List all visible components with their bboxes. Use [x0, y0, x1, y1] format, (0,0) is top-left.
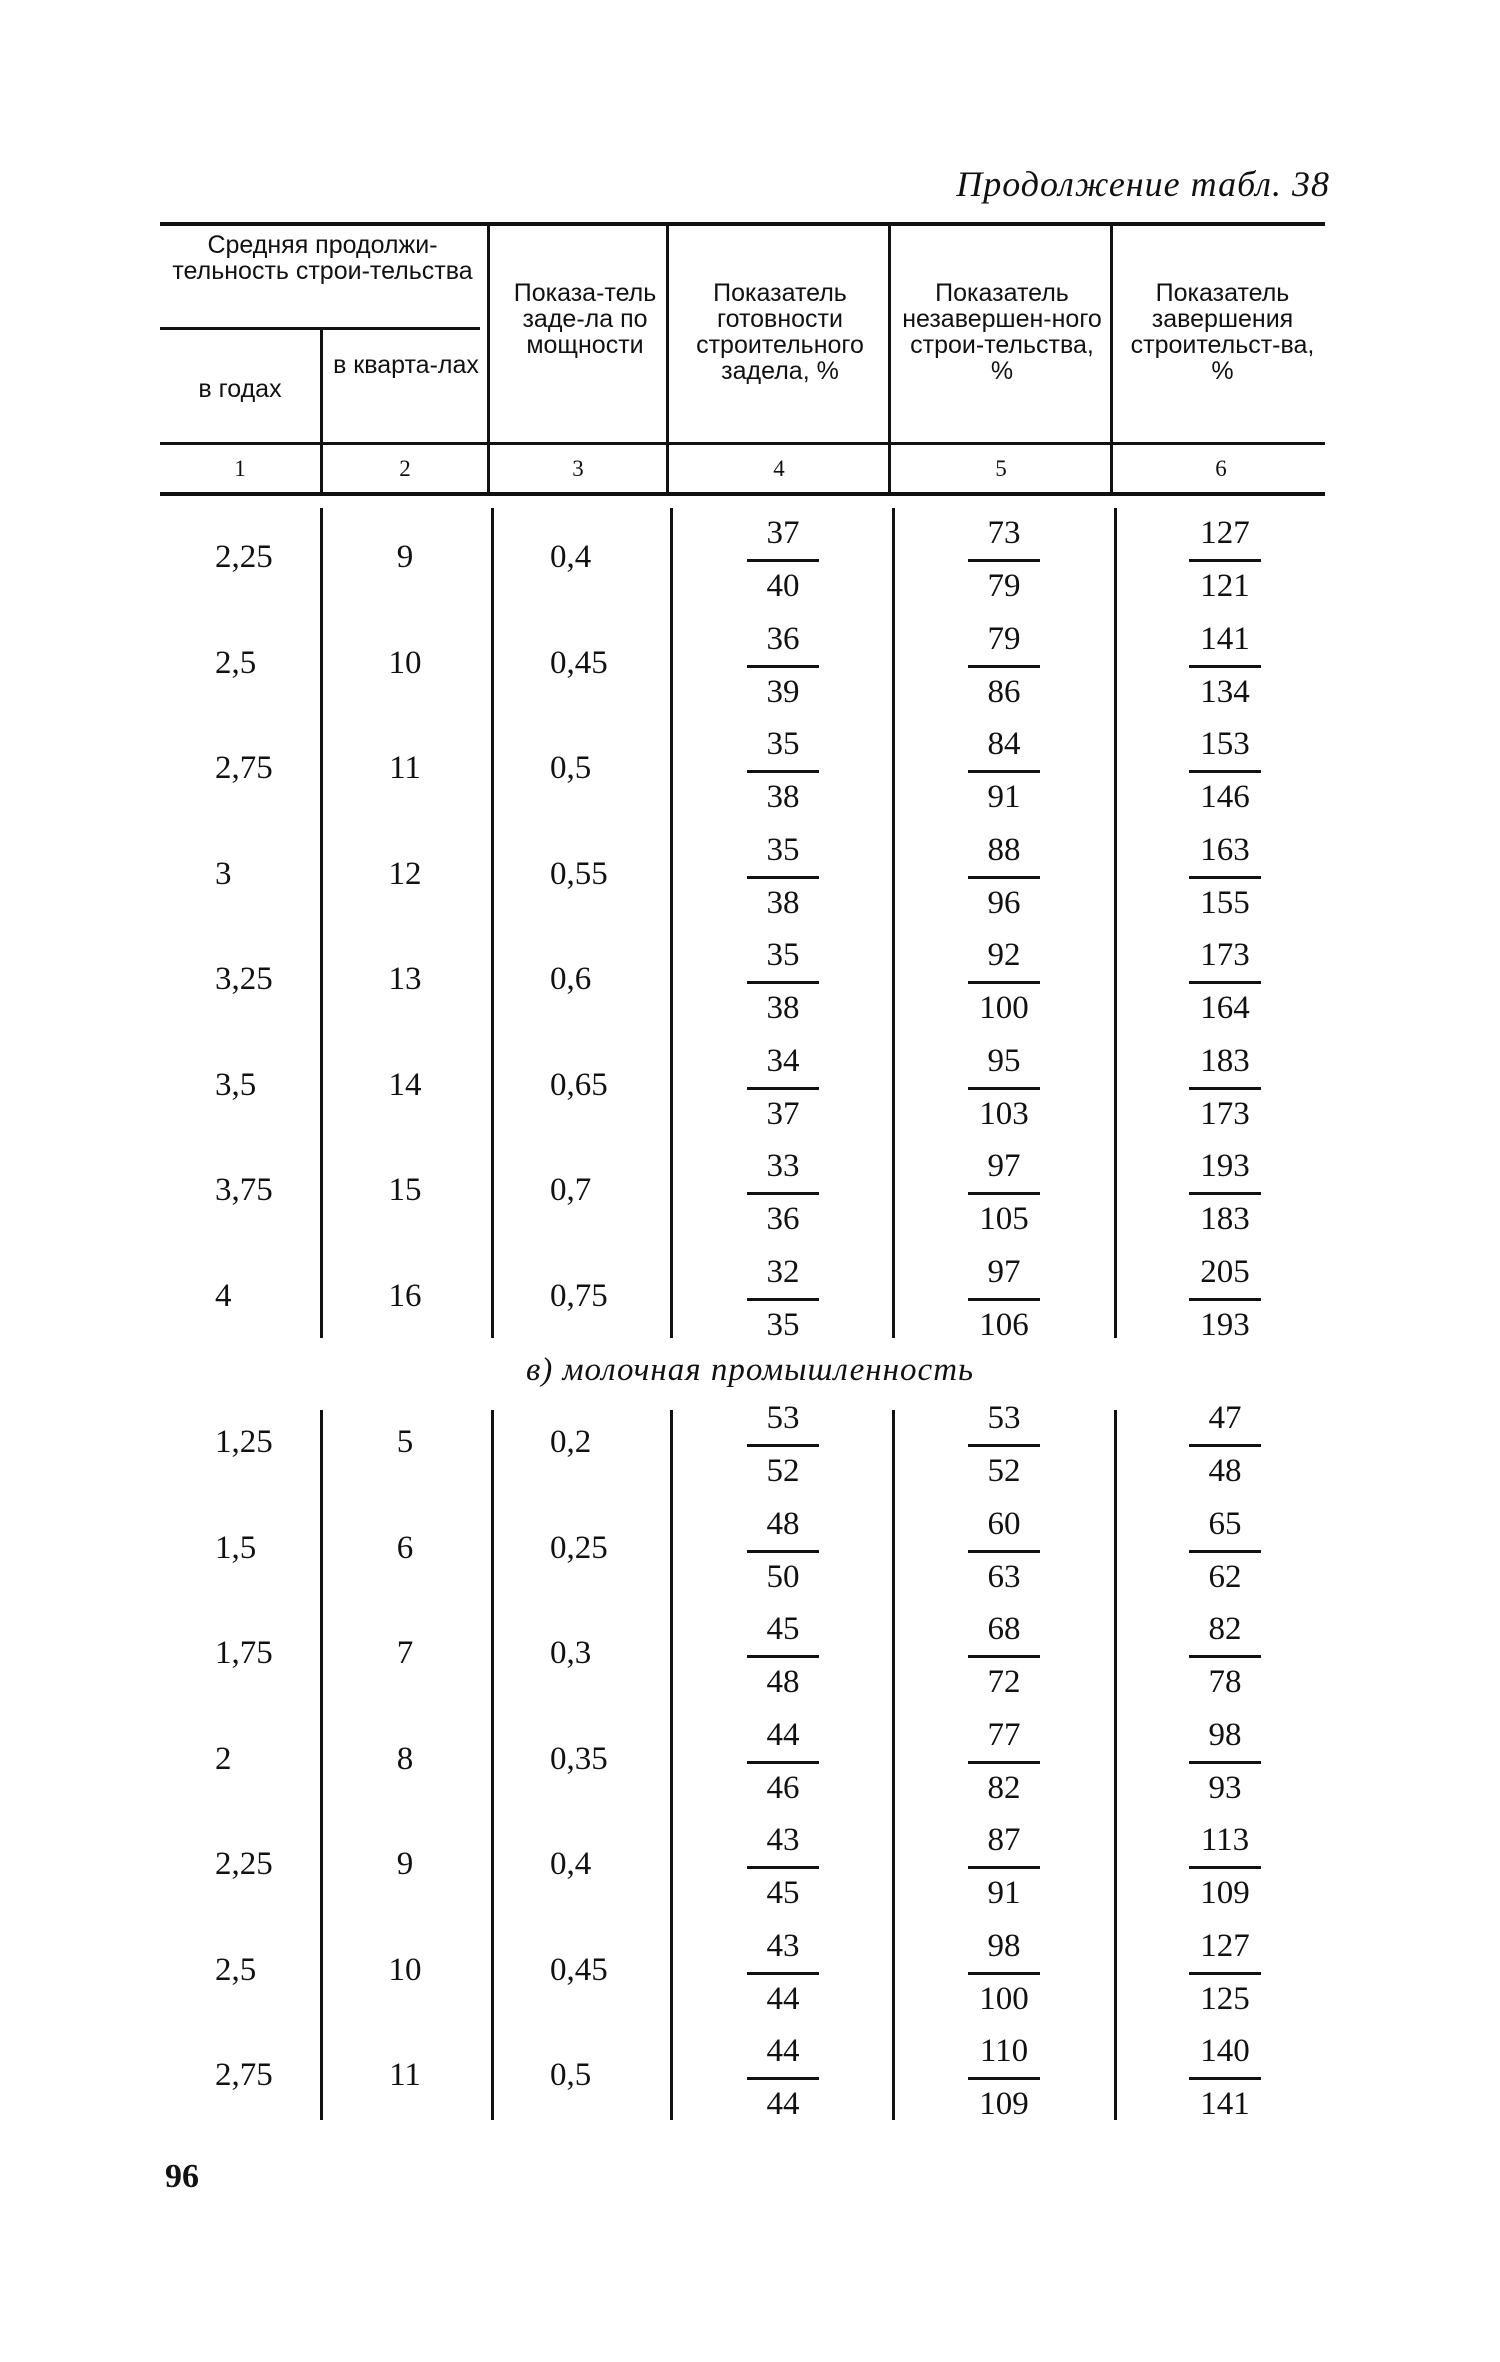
- cell-readiness-bar: [747, 1761, 819, 1764]
- cell-unfinished: [964, 1820, 1044, 1913]
- cell-completion-denominator: 146: [1200, 779, 1250, 815]
- cell-unfinished-numerator: 95: [987, 1042, 1021, 1079]
- cell-readiness-bar: [747, 1298, 819, 1301]
- cell-completion-numerator: 205: [1200, 1253, 1250, 1290]
- cell-readiness: [743, 1609, 823, 1702]
- cell-capacity: 0,7: [550, 1172, 592, 1208]
- cell-unfinished-bar: [968, 1866, 1040, 1869]
- cell-completion-numerator: 47: [1208, 1400, 1242, 1436]
- cell-readiness-bar: [747, 770, 819, 773]
- cell-completion-numerator: 65: [1208, 1505, 1242, 1542]
- cell-readiness-bar: [747, 1550, 819, 1553]
- cell-readiness-denominator: 50: [766, 1558, 800, 1595]
- cell-completion-numerator: 163: [1200, 831, 1250, 868]
- cell-unfinished-numerator: 77: [987, 1716, 1021, 1753]
- cell-completion: [1185, 1504, 1265, 1597]
- cell-readiness-denominator: 46: [766, 1769, 800, 1806]
- page-number: 96: [165, 2158, 199, 2195]
- cell-capacity: 0,65: [550, 1066, 608, 1103]
- cell-completion-bar: [1189, 1655, 1261, 1658]
- cell-capacity: 0,4: [550, 1846, 592, 1882]
- col-number-3: 3: [572, 456, 584, 481]
- cell-readiness: [743, 1504, 823, 1597]
- header-col5: Показатель незавершен-ного строи-тельства, %: [902, 279, 1102, 385]
- cell-completion-denominator: 183: [1200, 1201, 1250, 1237]
- cell-completion-denominator: 78: [1208, 1664, 1242, 1700]
- cell-readiness-numerator: 43: [766, 1927, 800, 1964]
- body-vline-4b: [892, 1410, 895, 2120]
- col-number-6: 6: [1215, 456, 1227, 481]
- cell-capacity: 0,75: [550, 1277, 608, 1314]
- cell-unfinished-denominator: 96: [987, 884, 1021, 921]
- cell-readiness-numerator: 43: [766, 1822, 800, 1858]
- cell-unfinished-bar: [968, 770, 1040, 773]
- cell-completion-denominator: 93: [1208, 1769, 1242, 1806]
- cell-unfinished: [964, 1504, 1044, 1597]
- cell-quarters: 8: [396, 1740, 414, 1777]
- cell-readiness-denominator: 40: [766, 568, 800, 604]
- cell-completion-bar: [1189, 1444, 1261, 1447]
- cell-capacity: 0,25: [550, 1529, 608, 1566]
- body-vline-3: [670, 508, 673, 1338]
- cell-completion: [1185, 1146, 1265, 1239]
- cell-years: 2,75: [215, 750, 273, 786]
- cell-completion-denominator: 164: [1200, 990, 1250, 1026]
- cell-years: 2,5: [215, 1951, 257, 1988]
- cell-completion-numerator: 98: [1208, 1716, 1242, 1753]
- cell-years: 2,25: [215, 539, 273, 575]
- cell-unfinished-numerator: 97: [987, 1148, 1021, 1184]
- cell-unfinished-denominator: 63: [987, 1558, 1021, 1595]
- cell-unfinished-denominator: 79: [987, 568, 1021, 604]
- cell-readiness-denominator: 45: [766, 1875, 800, 1911]
- body-vline-1b: [320, 1410, 323, 2120]
- cell-readiness-denominator: 44: [766, 1980, 800, 2017]
- col-number-5: 5: [995, 456, 1007, 481]
- cell-unfinished: [964, 1146, 1044, 1239]
- col-number-2: 2: [399, 456, 411, 481]
- cell-unfinished: [964, 830, 1044, 923]
- cell-unfinished-bar: [968, 876, 1040, 879]
- cell-readiness-numerator: 53: [766, 1400, 800, 1436]
- cell-completion-denominator: 121: [1200, 568, 1250, 604]
- header-quarters: в кварта-лах: [333, 351, 479, 379]
- cell-unfinished: [964, 2031, 1044, 2124]
- cell-years: 3,25: [215, 961, 273, 997]
- cell-readiness-numerator: 35: [766, 831, 800, 868]
- cell-completion-bar: [1189, 981, 1261, 984]
- cell-readiness-bar: [747, 665, 819, 668]
- cell-unfinished-bar: [968, 1298, 1040, 1301]
- cell-unfinished: [964, 1252, 1044, 1345]
- body-vline-4: [892, 508, 895, 1338]
- cell-quarters: 9: [396, 1846, 414, 1882]
- cell-unfinished-numerator: 68: [987, 1611, 1021, 1647]
- cell-unfinished-denominator: 100: [979, 990, 1029, 1026]
- cell-readiness: [743, 1041, 823, 1134]
- header-vline-2: [487, 226, 490, 492]
- cell-readiness: [743, 935, 823, 1028]
- cell-readiness-bar: [747, 559, 819, 562]
- header-group: Средняя продолжи-тельность строи-тельства: [172, 231, 473, 285]
- cell-completion: [1185, 513, 1265, 606]
- cell-quarters: 12: [388, 855, 422, 892]
- cell-readiness-bar: [747, 981, 819, 984]
- cell-unfinished-denominator: 72: [987, 1664, 1021, 1700]
- body-vline-2b: [491, 1410, 494, 2120]
- cell-capacity: 0,6: [550, 961, 592, 997]
- cell-unfinished-numerator: 110: [979, 2033, 1029, 2069]
- cell-capacity: 0,55: [550, 855, 608, 892]
- cell-unfinished: [964, 513, 1044, 606]
- cell-completion-numerator: 153: [1200, 726, 1250, 762]
- cell-readiness: [743, 830, 823, 923]
- cell-unfinished-denominator: 103: [979, 1095, 1029, 1132]
- cell-completion: [1185, 1398, 1265, 1491]
- body-vline-3b: [670, 1410, 673, 2120]
- cell-readiness-denominator: 38: [766, 990, 800, 1026]
- cell-unfinished-numerator: 98: [987, 1927, 1021, 1964]
- header-col4: Показатель готовности строительного задела, %: [696, 279, 864, 385]
- cell-completion-bar: [1189, 1972, 1261, 1975]
- cell-readiness-denominator: 48: [766, 1664, 800, 1700]
- cell-years: 2,75: [215, 2057, 273, 2093]
- cell-completion: [1185, 724, 1265, 817]
- cell-completion-bar: [1189, 1298, 1261, 1301]
- cell-readiness-numerator: 35: [766, 937, 800, 973]
- cell-completion-denominator: 155: [1200, 884, 1250, 921]
- cell-unfinished: [964, 619, 1044, 712]
- cell-years: 2: [215, 1740, 232, 1777]
- cell-readiness-bar: [747, 876, 819, 879]
- cell-quarters: 13: [388, 961, 422, 997]
- cell-years: 1,5: [215, 1529, 257, 1566]
- cell-unfinished-denominator: 52: [987, 1453, 1021, 1489]
- header-vline-3: [666, 226, 669, 492]
- cell-readiness-bar: [747, 2077, 819, 2080]
- cell-readiness: [743, 2031, 823, 2124]
- cell-unfinished-bar: [968, 1192, 1040, 1195]
- cell-readiness-bar: [747, 1087, 819, 1090]
- cell-completion-denominator: 48: [1208, 1453, 1242, 1489]
- cell-completion-bar: [1189, 1761, 1261, 1764]
- cell-completion: [1185, 1926, 1265, 2019]
- cell-readiness-numerator: 37: [766, 515, 800, 551]
- cell-unfinished-denominator: 91: [987, 779, 1021, 815]
- cell-readiness-numerator: 48: [766, 1505, 800, 1542]
- cell-readiness-denominator: 52: [766, 1453, 800, 1489]
- cell-readiness-numerator: 32: [766, 1253, 800, 1290]
- top-rule: [160, 222, 1325, 226]
- cell-completion-bar: [1189, 559, 1261, 562]
- cell-quarters: 11: [389, 750, 421, 786]
- cell-unfinished-numerator: 87: [987, 1822, 1021, 1858]
- cell-quarters: 10: [388, 644, 422, 681]
- body-vline-5: [1114, 508, 1117, 1338]
- cell-unfinished-numerator: 53: [987, 1400, 1021, 1436]
- cell-completion: [1185, 935, 1265, 1028]
- cell-completion-bar: [1189, 770, 1261, 773]
- cell-unfinished-bar: [968, 981, 1040, 984]
- cell-quarters: 9: [396, 539, 414, 575]
- cell-readiness-denominator: 39: [766, 673, 800, 710]
- cell-completion-denominator: 193: [1200, 1306, 1250, 1343]
- header-years: в годах: [198, 375, 282, 403]
- cell-capacity: 0,4: [550, 539, 592, 575]
- cell-completion: [1185, 619, 1265, 712]
- cell-completion-bar: [1189, 2077, 1261, 2080]
- cell-readiness-denominator: 44: [766, 2086, 800, 2122]
- header-vline-1: [320, 330, 323, 492]
- header-bottom-rule: [160, 442, 1325, 445]
- cell-completion: [1185, 2031, 1265, 2124]
- cell-years: 3,75: [215, 1172, 273, 1208]
- cell-capacity: 0,3: [550, 1635, 592, 1671]
- cell-unfinished: [964, 1609, 1044, 1702]
- cell-quarters: 7: [396, 1635, 414, 1671]
- cell-unfinished-denominator: 105: [979, 1201, 1029, 1237]
- cell-readiness-denominator: 36: [766, 1201, 800, 1237]
- cell-capacity: 0,2: [550, 1424, 592, 1460]
- cell-unfinished-numerator: 79: [987, 620, 1021, 657]
- cell-readiness: [743, 1820, 823, 1913]
- cell-capacity: 0,35: [550, 1740, 608, 1777]
- cell-readiness-numerator: 44: [766, 1716, 800, 1753]
- header-vline-5: [1110, 226, 1113, 492]
- cell-years: 2,25: [215, 1846, 273, 1882]
- cell-quarters: 10: [388, 1951, 422, 1988]
- cell-unfinished-bar: [968, 1444, 1040, 1447]
- cell-capacity: 0,5: [550, 2057, 592, 2093]
- cell-completion-numerator: 127: [1200, 1927, 1250, 1964]
- body-vline-2: [491, 508, 494, 1338]
- cell-unfinished-denominator: 106: [979, 1306, 1029, 1343]
- cell-readiness: [743, 1715, 823, 1808]
- cell-completion-denominator: 141: [1200, 2086, 1250, 2122]
- cell-readiness-denominator: 37: [766, 1095, 800, 1132]
- cell-completion-bar: [1189, 876, 1261, 879]
- cell-readiness: [743, 1926, 823, 2019]
- cell-unfinished: [964, 1398, 1044, 1491]
- cell-unfinished-bar: [968, 559, 1040, 562]
- cell-years: 3,5: [215, 1066, 257, 1103]
- cell-unfinished-numerator: 60: [987, 1505, 1021, 1542]
- cell-completion-bar: [1189, 1866, 1261, 1869]
- cell-completion-denominator: 134: [1200, 673, 1250, 710]
- cell-unfinished-bar: [968, 1761, 1040, 1764]
- cell-completion: [1185, 830, 1265, 923]
- cell-unfinished-numerator: 88: [987, 831, 1021, 868]
- cell-readiness-bar: [747, 1444, 819, 1447]
- cell-completion-numerator: 140: [1200, 2033, 1250, 2069]
- cell-readiness-numerator: 35: [766, 726, 800, 762]
- cell-unfinished-bar: [968, 665, 1040, 668]
- cell-completion-numerator: 127: [1200, 515, 1250, 551]
- section-title-dairy: в) молочная промышленность: [525, 1352, 975, 1388]
- cell-unfinished: [964, 935, 1044, 1028]
- cell-readiness-bar: [747, 1655, 819, 1658]
- cell-unfinished-denominator: 100: [979, 1980, 1029, 2017]
- header-col6: Показатель завершения строительст-ва, %: [1130, 279, 1315, 385]
- cell-completion-numerator: 113: [1200, 1822, 1250, 1858]
- cell-unfinished-numerator: 73: [987, 515, 1021, 551]
- table-caption: Продолжение табл. 38: [956, 164, 1330, 204]
- cell-readiness-denominator: 38: [766, 779, 800, 815]
- cell-readiness-denominator: 38: [766, 884, 800, 921]
- header-vline-4: [888, 226, 891, 492]
- cell-quarters: 15: [388, 1172, 422, 1208]
- cell-unfinished-denominator: 91: [987, 1875, 1021, 1911]
- cell-capacity: 0,45: [550, 644, 608, 681]
- cell-completion-numerator: 193: [1200, 1148, 1250, 1184]
- cell-years: 3: [215, 855, 232, 892]
- cell-unfinished: [964, 1715, 1044, 1808]
- cell-unfinished-numerator: 92: [987, 937, 1021, 973]
- cell-readiness-bar: [747, 1192, 819, 1195]
- cell-readiness-bar: [747, 1866, 819, 1869]
- cell-quarters: 5: [396, 1424, 414, 1460]
- cell-unfinished: [964, 1926, 1044, 2019]
- cell-unfinished-numerator: 97: [987, 1253, 1021, 1290]
- cell-completion: [1185, 1041, 1265, 1134]
- col-number-4: 4: [773, 456, 785, 481]
- cell-completion-numerator: 173: [1200, 937, 1250, 973]
- cell-readiness-numerator: 33: [766, 1148, 800, 1184]
- cell-unfinished-bar: [968, 1655, 1040, 1658]
- cell-unfinished-denominator: 109: [979, 2086, 1029, 2122]
- cell-years: 2,5: [215, 644, 257, 681]
- cell-completion-numerator: 82: [1208, 1611, 1242, 1647]
- cell-readiness-bar: [747, 1972, 819, 1975]
- cell-unfinished-bar: [968, 1972, 1040, 1975]
- cell-readiness: [743, 1252, 823, 1345]
- cell-years: 4: [215, 1277, 232, 1314]
- cell-completion-numerator: 141: [1200, 620, 1250, 657]
- cell-readiness-numerator: 36: [766, 620, 800, 657]
- cell-completion-bar: [1189, 1550, 1261, 1553]
- cell-quarters: 16: [388, 1277, 422, 1314]
- cell-unfinished: [964, 1041, 1044, 1134]
- cell-unfinished-denominator: 82: [987, 1769, 1021, 1806]
- cell-completion-denominator: 173: [1200, 1095, 1250, 1132]
- cell-completion-bar: [1189, 1087, 1261, 1090]
- cell-unfinished-bar: [968, 1550, 1040, 1553]
- header-col3: Показа-тель заде-ла по мощности: [513, 279, 657, 359]
- cell-readiness: [743, 724, 823, 817]
- cell-unfinished: [964, 724, 1044, 817]
- cell-completion-denominator: 125: [1200, 1980, 1250, 2017]
- cell-completion: [1185, 1252, 1265, 1345]
- col-number-1: 1: [234, 456, 246, 481]
- cell-quarters: 6: [396, 1529, 414, 1566]
- cell-unfinished-bar: [968, 1087, 1040, 1090]
- cell-readiness: [743, 1146, 823, 1239]
- cell-completion-bar: [1189, 1192, 1261, 1195]
- colnum-bottom-rule: [160, 492, 1325, 496]
- cell-completion-denominator: 109: [1200, 1875, 1250, 1911]
- cell-readiness: [743, 619, 823, 712]
- cell-readiness: [743, 1398, 823, 1491]
- cell-completion-denominator: 62: [1208, 1558, 1242, 1595]
- cell-readiness-numerator: 45: [766, 1611, 800, 1647]
- cell-completion-numerator: 183: [1200, 1042, 1250, 1079]
- cell-quarters: 11: [389, 2057, 421, 2093]
- cell-unfinished-numerator: 84: [987, 726, 1021, 762]
- cell-readiness-denominator: 35: [766, 1306, 800, 1343]
- cell-unfinished-denominator: 86: [987, 673, 1021, 710]
- cell-years: 1,25: [215, 1424, 273, 1460]
- cell-capacity: 0,45: [550, 1951, 608, 1988]
- body-vline-1: [320, 508, 323, 1338]
- cell-readiness-numerator: 44: [766, 2033, 800, 2069]
- cell-readiness-numerator: 34: [766, 1042, 800, 1079]
- body-vline-5b: [1114, 1410, 1117, 2120]
- cell-years: 1,75: [215, 1635, 273, 1671]
- cell-capacity: 0,5: [550, 750, 592, 786]
- cell-completion-bar: [1189, 665, 1261, 668]
- cell-unfinished-bar: [968, 2077, 1040, 2080]
- cell-completion: [1185, 1715, 1265, 1808]
- cell-completion: [1185, 1609, 1265, 1702]
- cell-quarters: 14: [388, 1066, 422, 1103]
- cell-readiness: [743, 513, 823, 606]
- cell-completion: [1185, 1820, 1265, 1913]
